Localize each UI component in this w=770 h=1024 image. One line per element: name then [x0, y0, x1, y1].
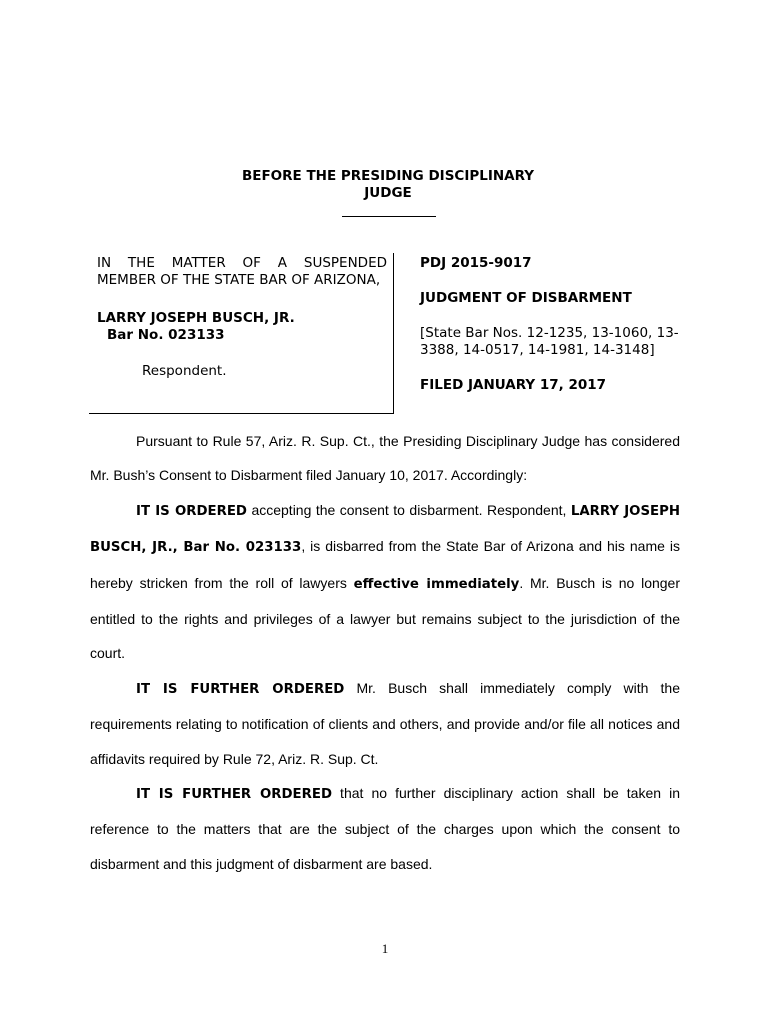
paragraph-order: [90, 493, 680, 671]
order-text-c: . Mr. Busch is no longer entitled to the rights and privileges of a lawyer but remains subject to the jurisdiction of the court.: [90, 574, 680, 662]
order-text-a: accepting the consent to disbarment. Respondent,: [246, 501, 571, 518]
further-order-2-text: that no further disciplinary action shall be taken in reference to the matters that are the subject of the charges upon which the consent to disbarment and this judgment of disbarment are based.: [90, 785, 680, 872]
court-title-line2: JUDGE: [364, 185, 412, 201]
caption-left-block: [97, 255, 387, 380]
case-number: PDJ 2015-9017: [420, 255, 532, 271]
respondent-name: LARRY JOSEPH BUSCH, JR.: [97, 310, 295, 326]
further-order-1-heading: IT IS FURTHER ORDERED: [136, 681, 345, 697]
further-order-1-text: Mr. Busch shall immediately comply with the requirements relating to notification of clients and others, and provide and/or file all notices and affidavits required by Rule 72, Ariz. R. Sup. Ct.: [90, 679, 681, 767]
caption-right-block: [420, 255, 690, 394]
matter-text: IN THE MATTER OF A SUSPENDED MEMBER OF THE STATE BAR OF ARIZONA,: [97, 255, 387, 288]
order-text-b: , is disbarred from the State Bar of Arizona and his name is hereby stricken from the roll of lawyers: [90, 538, 680, 591]
filed-date: FILED JANUARY 17, 2017: [420, 377, 607, 393]
page-number: 1: [381, 941, 389, 956]
order-respondent: LARRY JOSEPH BUSCH, JR., Bar No. 023133: [90, 503, 681, 556]
paragraph-consent: [90, 424, 680, 493]
order-heading: IT IS ORDERED: [136, 503, 247, 519]
judgment-body: [90, 424, 680, 881]
further-order-2-heading: IT IS FURTHER ORDERED: [136, 787, 332, 803]
document-title: JUDGMENT OF DISBARMENT: [420, 290, 632, 306]
caption-horizontal-divider: [89, 413, 394, 414]
paragraph-further-order-2: [90, 776, 680, 881]
court-title: [0, 168, 770, 202]
respondent-label: Respondent.: [142, 363, 227, 379]
bar-number: Bar No. 023133: [107, 327, 225, 343]
paragraph-further-order-1: [90, 671, 680, 776]
caption-vertical-divider: [393, 253, 394, 414]
court-title-line1: BEFORE THE PRESIDING DISCIPLINARY: [241, 168, 535, 184]
order-effective: effective immediately: [353, 576, 520, 592]
state-bar-numbers: [State Bar Nos. 12-1235, 13-1060, 13-3388, 14-0517, 14-1981, 14-3148]: [420, 325, 679, 358]
title-underline: [342, 216, 436, 217]
paragraph-consent-text: Pursuant to Rule 57, Ariz. R. Sup. Ct., the Presiding Disciplinary Judge has considered Mr. Bush’s Consent to Disbarment filed January 10, 2017. Accordingly:: [90, 433, 680, 484]
